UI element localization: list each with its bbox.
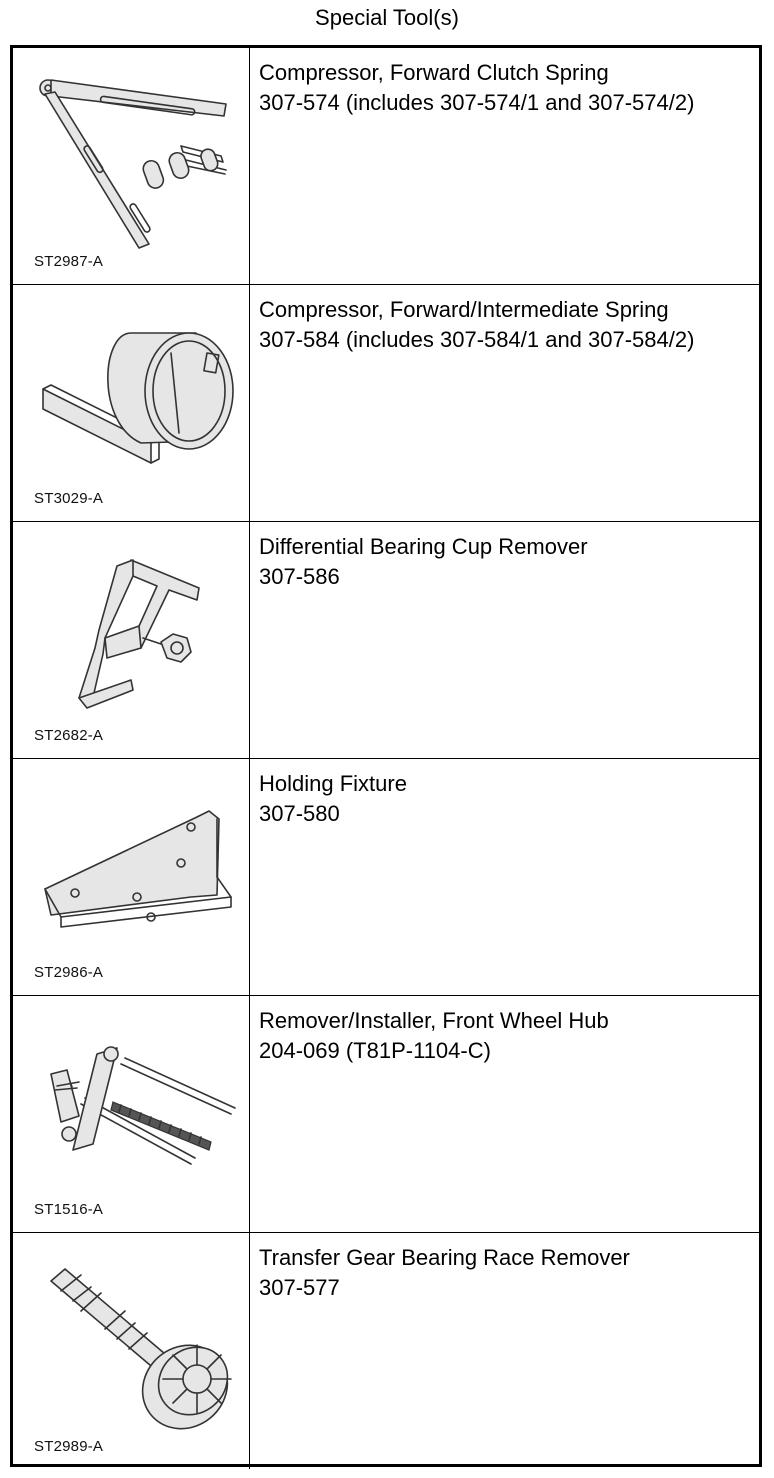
tool-code: ST2682-A [34, 727, 104, 744]
tool-number: 307-577 [259, 1275, 340, 1300]
table-row [13, 285, 759, 522]
tool-illustration-cell [13, 48, 250, 284]
tool-description [259, 532, 755, 592]
tool-number: 204-069 (T81P-1104-C) [259, 1038, 491, 1063]
table-row [13, 48, 759, 285]
bearing-cup-remover-icon [21, 530, 241, 726]
tool-code: ST2987-A [34, 253, 104, 270]
spring-compressor-arm-icon [21, 56, 241, 252]
tool-description [259, 295, 755, 355]
tool-description [259, 58, 755, 118]
tool-code: ST1516-A [34, 1201, 104, 1218]
tool-description [259, 1006, 755, 1066]
table-row [13, 759, 759, 996]
tool-number: 307-584 (includes 307-584/1 and 307-584/2) [259, 327, 695, 352]
tool-name: Remover/Installer, Front Wheel Hub [259, 1008, 609, 1033]
special-tools-table [10, 45, 762, 1467]
tool-code: ST2989-A [34, 1438, 104, 1455]
tool-description [259, 769, 755, 829]
tool-illustration-cell [13, 285, 250, 521]
table-row [13, 1233, 759, 1469]
tool-name: Compressor, Forward/Intermediate Spring [259, 297, 669, 322]
race-remover-icon [21, 1241, 241, 1437]
table-row [13, 996, 759, 1233]
tool-illustration-cell [13, 759, 250, 995]
tool-number: 307-574 (includes 307-574/1 and 307-574/2) [259, 90, 695, 115]
tool-name: Holding Fixture [259, 771, 407, 796]
tool-illustration-cell [13, 522, 250, 758]
tool-code: ST3029-A [34, 490, 104, 507]
tool-description [259, 1243, 755, 1303]
holding-fixture-icon [21, 767, 241, 963]
table-row [13, 522, 759, 759]
hub-puller-icon [21, 1004, 241, 1200]
tool-name: Differential Bearing Cup Remover [259, 534, 588, 559]
tool-number: 307-586 [259, 564, 340, 589]
tool-illustration-cell [13, 996, 250, 1232]
tool-illustration-cell [13, 1233, 250, 1469]
tool-name: Transfer Gear Bearing Race Remover [259, 1245, 630, 1270]
tool-code: ST2986-A [34, 964, 104, 981]
tool-number: 307-580 [259, 801, 340, 826]
cylinder-compressor-icon [21, 293, 241, 489]
page-title: Special Tool(s) [315, 5, 459, 30]
tool-name: Compressor, Forward Clutch Spring [259, 60, 609, 85]
